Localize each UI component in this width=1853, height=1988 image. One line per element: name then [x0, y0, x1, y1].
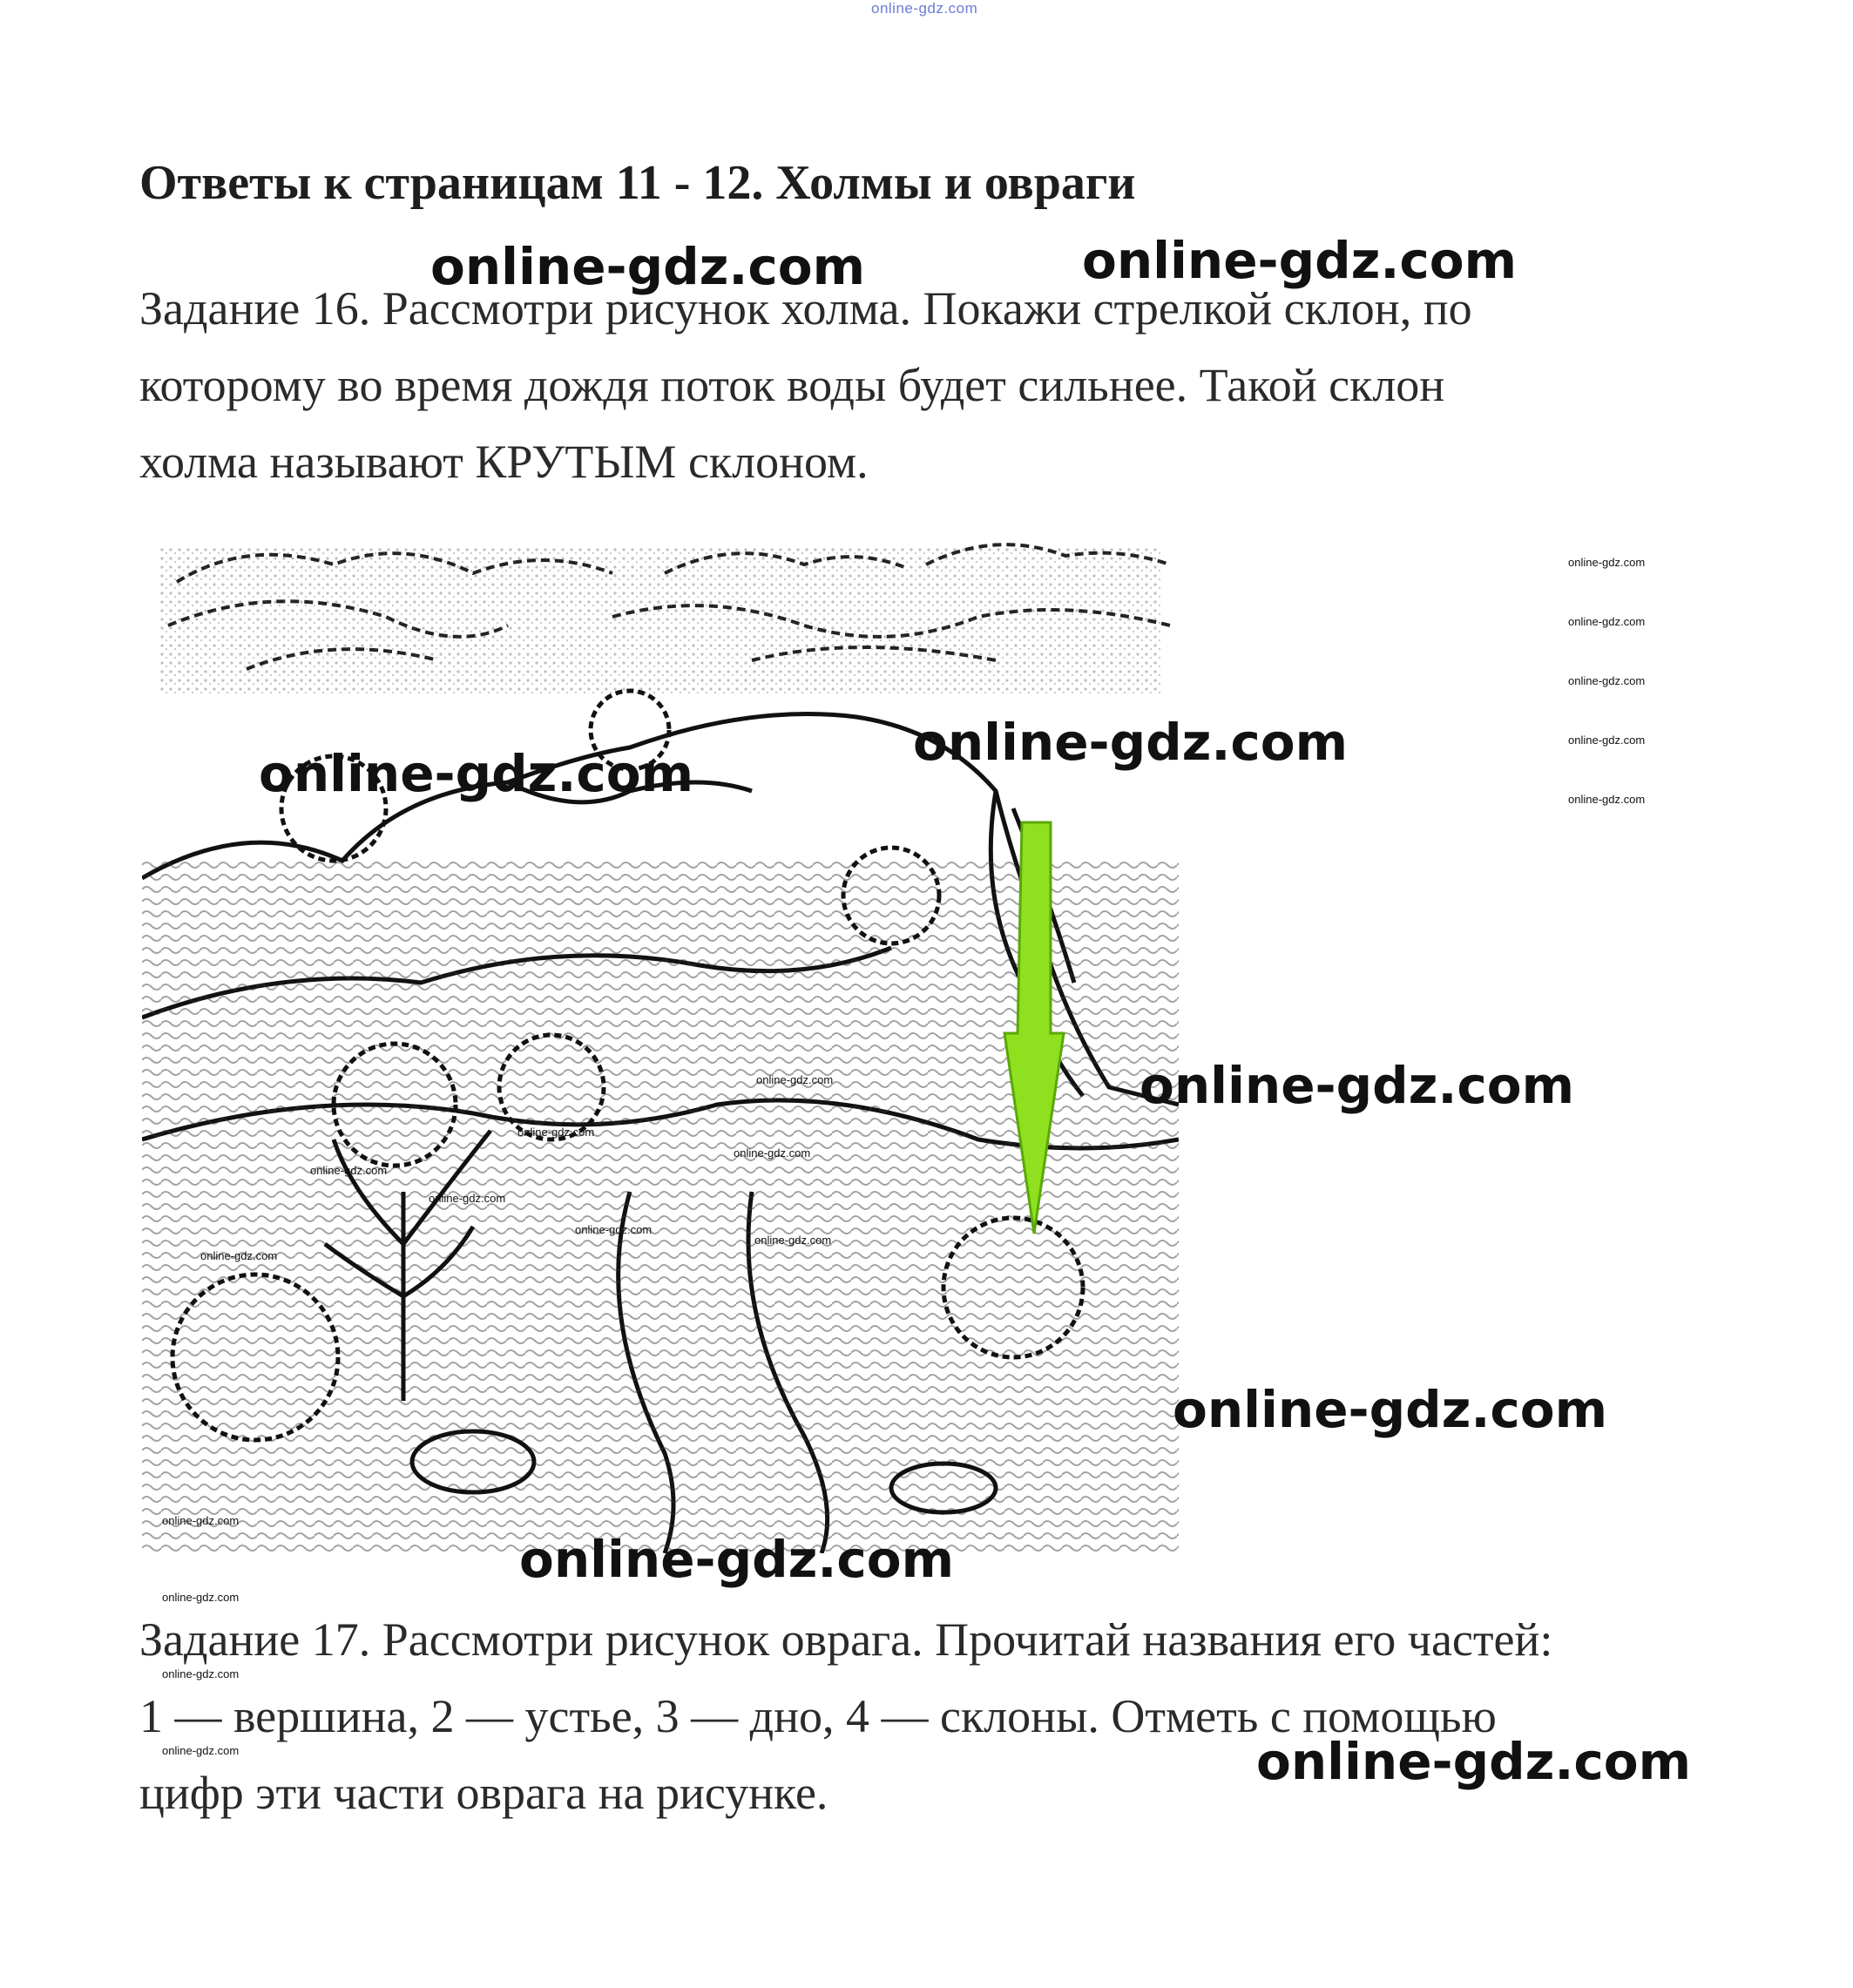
watermark: online-gdz.com	[575, 1223, 653, 1236]
watermark: online-gdz.com	[1568, 615, 1646, 628]
watermark: online-gdz.com	[259, 744, 694, 803]
watermark: online-gdz.com	[1082, 231, 1518, 290]
watermark: online-gdz.com	[517, 1126, 595, 1139]
watermark: online-gdz.com	[162, 1667, 240, 1680]
watermark: online-gdz.com	[162, 1591, 240, 1604]
watermark: online-gdz.com	[1568, 793, 1646, 806]
watermark: online-gdz.com	[519, 1530, 955, 1589]
watermark: online-gdz.com	[734, 1146, 811, 1160]
task-17-line: Задание 17. Рассмотри рисунок оврага. Прочитай названия его частей:	[139, 1613, 1553, 1666]
watermark: online-gdz.com	[162, 1514, 240, 1527]
hill-illustration	[142, 530, 1179, 1553]
watermark: online-gdz.com	[1568, 556, 1646, 569]
watermark: online-gdz.com	[1568, 734, 1646, 747]
watermark: online-gdz.com	[200, 1249, 278, 1262]
watermark: online-gdz.com	[1568, 674, 1646, 687]
task-17-line: 1 — вершина, 2 — устье, 3 — дно, 4 — склоны. Отметь с помощью	[139, 1690, 1497, 1742]
watermark: online-gdz.com	[1256, 1732, 1692, 1791]
task-16-text	[139, 270, 1472, 500]
top-watermark: online-gdz.com	[871, 0, 978, 17]
task-17-text	[139, 1601, 1552, 1831]
watermark: online-gdz.com	[310, 1164, 388, 1177]
watermark: online-gdz.com	[429, 1192, 506, 1205]
task-16-line: которому во время дождя поток воды будет сильнее. Такой склон	[139, 359, 1445, 411]
watermark: online-gdz.com	[1173, 1380, 1608, 1439]
watermark: online-gdz.com	[913, 713, 1349, 772]
watermark: online-gdz.com	[430, 237, 866, 296]
watermark: online-gdz.com	[1140, 1056, 1575, 1115]
watermark: online-gdz.com	[162, 1744, 240, 1757]
watermark: online-gdz.com	[756, 1073, 834, 1086]
watermark: online-gdz.com	[754, 1234, 832, 1247]
task-16-line: холма называют КРУТЫМ склоном.	[139, 436, 869, 488]
page-title: Ответы к страницам 11 - 12. Холмы и овраги	[139, 156, 1136, 210]
task-17-line: цифр эти части оврага на рисунке.	[139, 1767, 828, 1819]
task-16-line: Задание 16. Рассмотри рисунок холма. Покажи стрелкой склон, по	[139, 282, 1472, 335]
